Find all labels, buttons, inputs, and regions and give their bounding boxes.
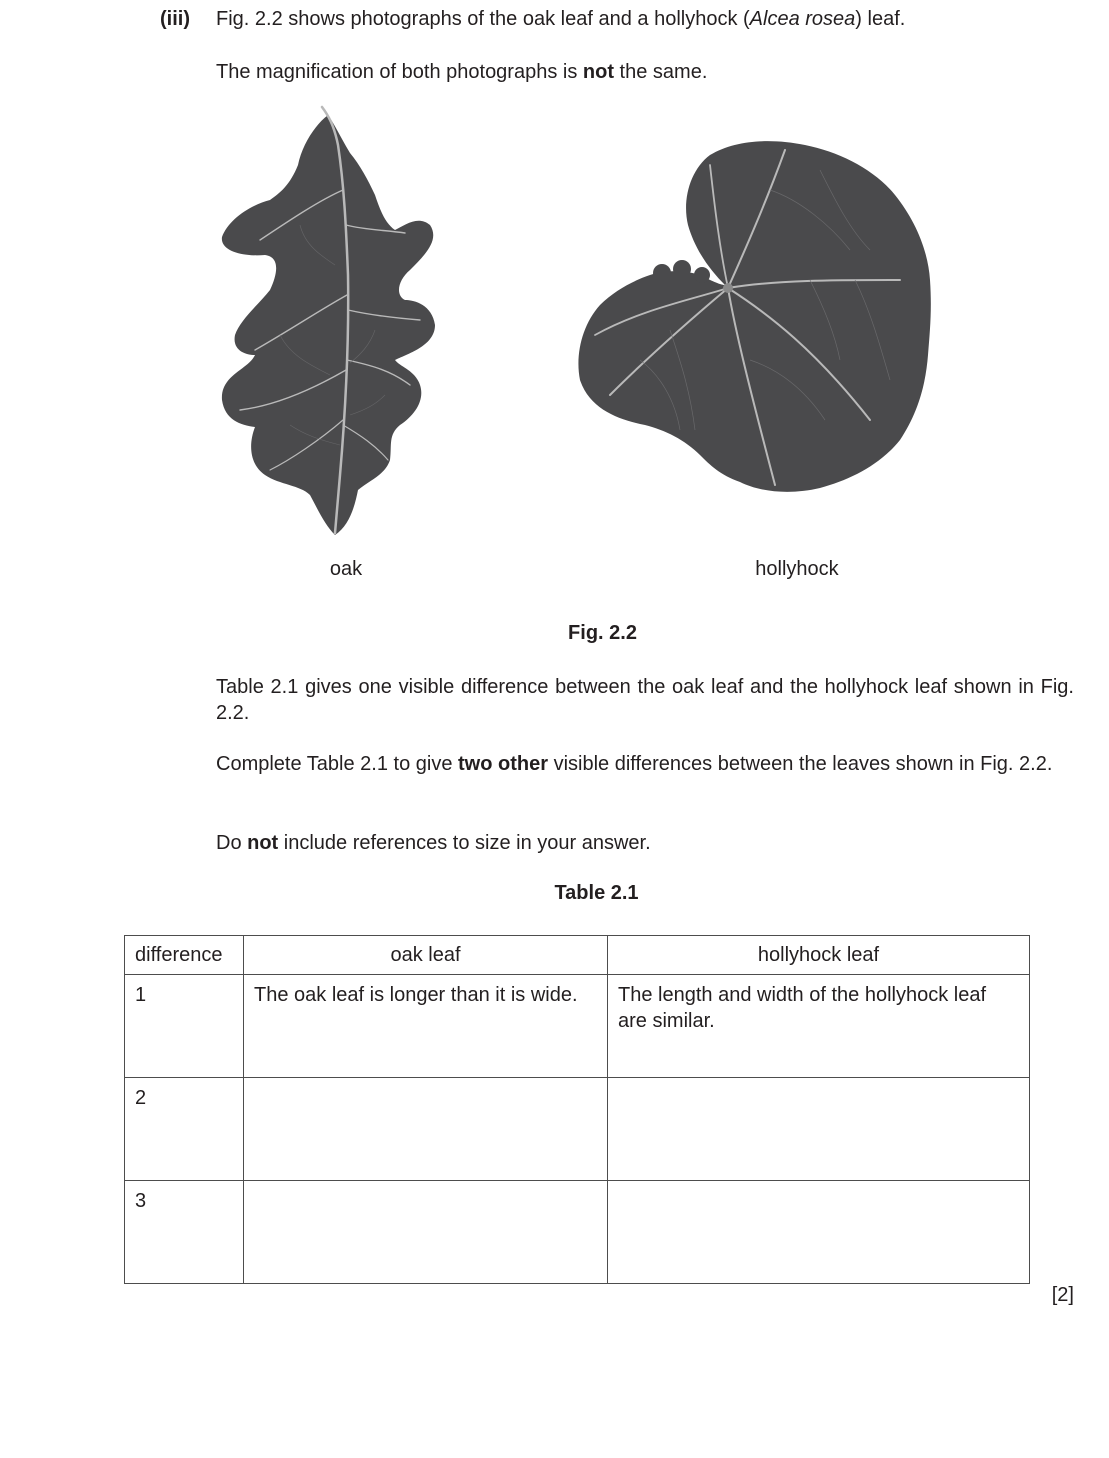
question-number: (iii) <box>160 8 190 30</box>
figure-caption: Fig. 2.2 <box>568 622 637 644</box>
oak-answer-cell[interactable] <box>244 1181 608 1284</box>
row-number: 2 <box>125 1078 244 1181</box>
magnification-note: The magnification of both photographs is not the same. <box>216 61 708 83</box>
oak-label: oak <box>329 558 363 580</box>
header-oak-leaf: oak leaf <box>244 936 608 975</box>
table-row <box>125 975 1030 1078</box>
table-row <box>125 1078 1030 1181</box>
hollyhock-cell: The length and width of the hollyhock leaf are similar. <box>608 975 1030 1078</box>
row-number: 3 <box>125 1181 244 1284</box>
oak-leaf-image <box>210 105 450 545</box>
oak-answer-cell[interactable] <box>244 1078 608 1181</box>
hollyhock-answer-cell[interactable] <box>608 1181 1030 1284</box>
instruction-p2: Complete Table 2.1 to give two other visible differences between the leaves shown in Fig. 2.2. <box>216 753 1053 775</box>
hollyhock-label: hollyhock <box>755 558 839 580</box>
species-name: Alcea rosea <box>749 8 856 30</box>
table-caption: Table 2.1 <box>554 882 639 904</box>
row-number: 1 <box>125 975 244 1078</box>
table-header-row <box>125 936 1030 975</box>
table-row <box>125 1181 1030 1284</box>
hollyhock-answer-cell[interactable] <box>608 1078 1030 1181</box>
oak-cell: The oak leaf is longer than it is wide. <box>244 975 608 1078</box>
marks-indicator: [2] <box>1051 1284 1074 1306</box>
header-difference: difference <box>125 936 244 975</box>
instruction-p3: Do not include references to size in your answer. <box>216 832 651 854</box>
hollyhock-leaf-image <box>570 130 940 505</box>
differences-table <box>124 935 1030 1284</box>
header-hollyhock-leaf: hollyhock leaf <box>608 936 1030 975</box>
question-intro: Fig. 2.2 shows photographs of the oak leaf and a hollyhock (Alcea rosea) leaf. <box>216 8 906 30</box>
instruction-p1: Table 2.1 gives one visible difference between the oak leaf and the hollyhock leaf shown in Fig. 2.2. <box>216 676 1074 724</box>
